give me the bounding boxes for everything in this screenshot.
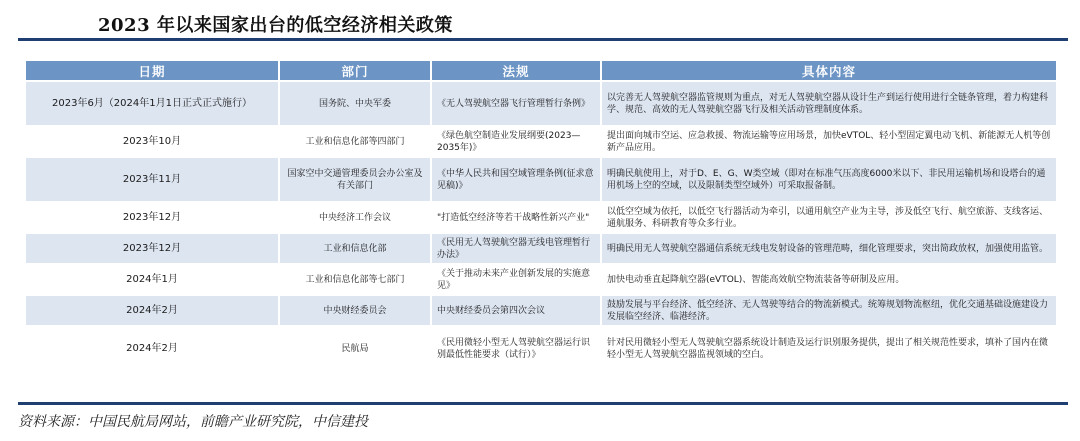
source-note: 资料来源：中国民航局网站，前瞻产业研究院，中信建投 [18,414,368,430]
table-row [26,233,1056,264]
top-divider [18,38,1068,41]
header-dept: 部门 [279,61,431,81]
cell-detail: 以完善无人驾驶航空器监管规则为重点，对无人驾驶航空器从设计生产到运行使用进行全链条管理，着力构建科学、规范、高效的无人驾驶航空器飞行及相关活动管理制度体系。 [601,81,1056,126]
cell-dept: 工业和信息化部等七部门 [279,264,431,295]
cell-dept: 国务院、中央军委 [279,81,431,126]
cell-dept: 工业和信息化部 [279,233,431,264]
header-law: 法规 [431,61,601,81]
cell-law: 《无人驾驶航空器飞行管理暂行条例》 [431,81,601,126]
cell-dept: 中央经济工作会议 [279,202,431,233]
cell-detail: 提出面向城市空运、应急救援、物流运输等应用场景，加快eVTOL、轻小型固定翼电动飞机、新能源无人机等创新产品应用。 [601,126,1056,157]
cell-law: 《绿色航空制造业发展纲要(2023—2035年)》 [431,126,601,157]
table-row [26,202,1056,233]
cell-detail: 以低空空域为依托，以低空飞行器活动为牵引，以通用航空产业为主导，涉及低空飞行、航空旅游、支线客运、通航服务、科研教育等众多行业。 [601,202,1056,233]
table-header-row [26,61,1056,81]
cell-law: 《民用无人驾驶航空器无线电管理暂行办法》 [431,233,601,264]
table-row [26,126,1056,157]
bottom-divider [18,402,1068,405]
cell-date: 2023年12月 [26,233,279,264]
header-date: 日期 [26,61,279,81]
cell-dept: 工业和信息化部等四部门 [279,126,431,157]
table-row [26,295,1056,326]
cell-date: 2023年6月（2024年1月1日正式正式施行） [26,81,279,126]
cell-detail: 明确民用无人驾驶航空器通信系统无线电发射设备的管理范畴，细化管理要求，突出简政放权，加强使用监管。 [601,233,1056,264]
cell-law: 中央财经委员会第四次会议 [431,295,601,326]
page-title: 2023 年以来国家出台的低空经济相关政策 [98,15,453,36]
cell-law: "打造低空经济等若干战略性新兴产业" [431,202,601,233]
cell-dept: 国家空中交通管理委员会办公室及有关部门 [279,157,431,202]
cell-date: 2024年2月 [26,295,279,326]
cell-law: 《关于推动未来产业创新发展的实施意见》 [431,264,601,295]
cell-date: 2024年1月 [26,264,279,295]
cell-law: 《民用微轻小型无人驾驶航空器运行识别最低性能要求（试行）》 [431,326,601,371]
header-detail: 具体内容 [601,61,1056,81]
cell-dept: 中央财经委员会 [279,295,431,326]
cell-date: 2023年11月 [26,157,279,202]
cell-date: 2024年2月 [26,326,279,371]
cell-law: 《中华人民共和国空域管理条例(征求意见稿)》 [431,157,601,202]
policy-table-container [26,61,1056,371]
cell-detail: 鼓励发展与平台经济、低空经济、无人驾驶等结合的物流新模式。统筹规划物流枢纽，优化交通基础设施建设力发展临空经济、临港经济。 [601,295,1056,326]
cell-date: 2023年12月 [26,202,279,233]
table-row [26,326,1056,371]
cell-dept: 民航局 [279,326,431,371]
cell-detail: 针对民用微轻小型无人驾驶航空器系统设计制造及运行识别服务提供，提出了相关规范性要求，填补了国内在微轻小型无人驾驶航空器监视领域的空白。 [601,326,1056,371]
cell-date: 2023年10月 [26,126,279,157]
table-row [26,157,1056,202]
table-row [26,264,1056,295]
policy-table [26,61,1056,371]
cell-detail: 明确民航使用上，对于D、E、G、W类空域（即对在标准气压高度6000米以下、非民用运输机场和设塔台的通用机场上空的空域，以及限制类型空域外）可采取报备制。 [601,157,1056,202]
table-row [26,81,1056,126]
cell-detail: 加快电动垂直起降航空器(eVTOL)、智能高效航空物流装备等研制及应用。 [601,264,1056,295]
